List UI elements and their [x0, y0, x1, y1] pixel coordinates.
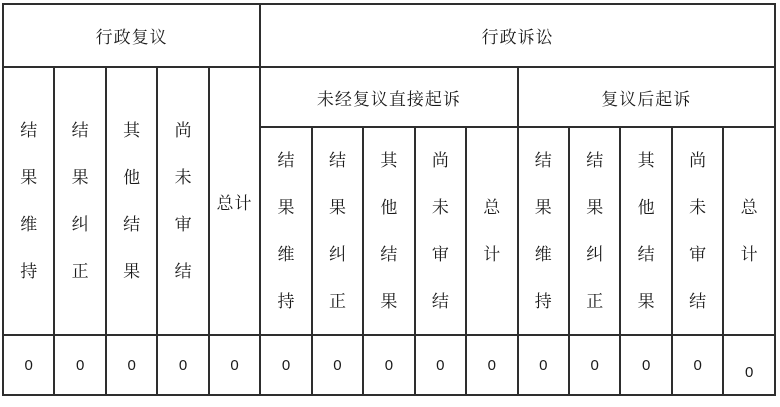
- cell-value: 0: [487, 356, 496, 374]
- column-header-label: 尚 未 审 结: [174, 121, 192, 281]
- column-header-result-corrected: [312, 127, 363, 335]
- column-header-label: 结 果 纠 正: [71, 121, 89, 281]
- column-header-total: [723, 127, 775, 335]
- cell-value: 0: [745, 363, 754, 381]
- cell-value: 0: [641, 356, 651, 374]
- column-header-pending: [672, 127, 723, 335]
- data-cell: [415, 335, 466, 395]
- column-header-label: 其 他 结 果: [380, 151, 398, 312]
- column-header-result-upheld: [3, 67, 54, 335]
- column-header-label: 其 他 结 果: [637, 151, 655, 312]
- column-header-total: [209, 67, 260, 335]
- column-header-other-result: [363, 127, 414, 335]
- subsection-header-lawsuit-after-reconsideration: 复议后起诉: [518, 67, 775, 127]
- column-header-result-upheld: [518, 127, 569, 335]
- column-header-total: [466, 127, 517, 335]
- column-header-pending: [415, 127, 466, 335]
- data-cell: [54, 335, 105, 395]
- data-cell: [363, 335, 414, 395]
- column-header-other-result: [620, 127, 671, 335]
- cell-value: 0: [539, 356, 548, 374]
- data-cell: [518, 335, 569, 395]
- cell-value: 0: [436, 356, 445, 374]
- cell-value: 0: [281, 356, 291, 374]
- cell-value: 0: [693, 356, 702, 374]
- column-header-label: 总 计: [483, 198, 501, 265]
- subsection-header-direct-lawsuit: 未经复议直接起诉: [260, 67, 517, 127]
- section-header-administrative-litigation: 行政诉讼: [260, 4, 775, 67]
- data-cell: [569, 335, 620, 395]
- section-header-row: [3, 4, 775, 67]
- data-cell: [312, 335, 363, 395]
- data-cell: [157, 335, 208, 395]
- column-header-label: 其 他 结 果: [123, 121, 141, 281]
- data-cell: [209, 335, 260, 395]
- data-cell: [106, 335, 157, 395]
- data-row: [3, 335, 775, 395]
- cell-value: 0: [384, 356, 394, 374]
- column-header-result-upheld: [260, 127, 311, 335]
- data-cell: [672, 335, 723, 395]
- column-header-other-result: [106, 67, 157, 335]
- data-cell: [260, 335, 311, 395]
- column-header-label: 结 果 纠 正: [586, 151, 604, 312]
- column-header-label: 结 果 维 持: [534, 151, 552, 312]
- column-header-result-corrected: [569, 127, 620, 335]
- data-cell: [723, 335, 775, 395]
- data-cell: [466, 335, 517, 395]
- cell-value: 0: [230, 356, 239, 374]
- cell-value: 0: [24, 356, 33, 374]
- column-header-pending: [157, 67, 208, 335]
- column-header-label: 结 果 维 持: [277, 151, 295, 312]
- administrative-results-table: [2, 3, 776, 396]
- cell-value: 0: [76, 356, 85, 374]
- cell-value: 0: [590, 356, 599, 374]
- subsection-header-row: [3, 67, 775, 127]
- cell-value: 0: [333, 356, 342, 374]
- cell-value: 0: [178, 356, 188, 374]
- column-header-label: 结 果 维 持: [20, 121, 38, 281]
- column-header-label: 总计: [216, 193, 253, 213]
- section-header-administrative-reconsideration: 行政复议: [3, 4, 260, 67]
- data-cell: [3, 335, 54, 395]
- data-cell: [620, 335, 671, 395]
- column-header-label: 尚 未 审 结: [689, 151, 707, 312]
- column-header-label: 结 果 纠 正: [328, 151, 346, 312]
- column-header-label: 尚 未 审 结: [431, 151, 449, 312]
- column-header-result-corrected: [54, 67, 105, 335]
- column-header-label: 总 计: [740, 198, 758, 265]
- cell-value: 0: [127, 356, 136, 374]
